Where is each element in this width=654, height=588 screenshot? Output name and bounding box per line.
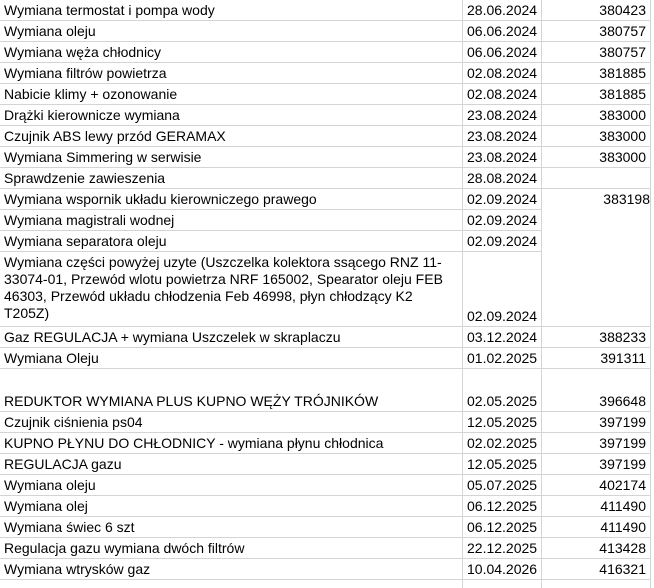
description-text: Wymiana oleju [4,477,96,493]
table-row [0,454,654,475]
description-text: Regulacja gazu wymiana dwóch filtrów [4,540,245,556]
mileage-text: 383198 [603,191,650,207]
description-text: Wymiana magistrali wodnej [4,212,175,228]
date-text: 02.08.2024 [467,65,538,81]
table-row [0,327,654,348]
mileage-cell[interactable] [541,475,650,496]
description-cell[interactable] [0,348,462,369]
date-cell[interactable] [462,21,541,42]
date-text: 22.12.2025 [467,540,538,556]
date-cell[interactable] [462,517,541,538]
mileage-text: 397199 [599,435,646,451]
table-row [0,0,654,21]
date-cell[interactable] [462,559,541,580]
date-cell[interactable] [462,126,541,147]
date-cell[interactable] [462,84,541,105]
date-cell[interactable] [462,189,541,210]
mileage-text: 396648 [599,393,646,409]
description-cell[interactable] [0,496,462,517]
mileage-cell[interactable] [541,369,650,412]
table-row [0,496,654,517]
description-cell[interactable] [0,105,462,126]
mileage-text: 383000 [599,149,646,165]
mileage-cell[interactable] [541,496,650,517]
table-row [0,105,654,126]
date-cell[interactable] [462,369,541,412]
date-text: 02.09.2024 [467,212,538,228]
date-cell[interactable] [462,327,541,348]
date-text: 02.09.2024 [467,308,538,324]
table-row [0,475,654,496]
mileage-cell[interactable] [541,126,650,147]
date-text: 02.05.2025 [467,393,538,409]
description-text: Czujnik ciśnienia ps04 [4,414,143,430]
mileage-text: 380757 [599,23,646,39]
table-row [0,348,654,369]
table-row [0,21,654,42]
mileage-cell[interactable] [541,454,650,475]
mileage-text: 380757 [599,44,646,60]
mileage-cell[interactable] [541,168,650,189]
date-text: 06.12.2025 [467,519,538,535]
description-cell[interactable] [0,21,462,42]
description-text: Wymiana separatora oleju [4,233,167,249]
date-cell[interactable] [462,105,541,126]
description-cell[interactable] [0,252,462,327]
date-cell[interactable] [462,231,541,252]
mileage-cell-merged[interactable] [541,189,650,327]
date-text: 06.06.2024 [467,44,538,60]
description-text: REGULACJA gazu [4,456,122,472]
date-text: 23.08.2024 [467,128,538,144]
date-cell[interactable] [462,168,541,189]
date-cell[interactable] [462,63,541,84]
description-text: Wymiana Simmering w serwisie [4,149,202,165]
mileage-cell[interactable] [541,21,650,42]
description-text: Wymiana oleju [4,23,96,39]
mileage-cell[interactable] [541,538,650,559]
date-text: 23.08.2024 [467,149,538,165]
mileage-cell[interactable] [541,517,650,538]
table-row [0,433,654,454]
description-text: Czujnik ABS lewy przód GERAMAX [4,128,226,144]
description-text: KUPNO PŁYNU DO CHŁODNICY - wymiana płynu chłodnica [4,435,384,451]
mileage-cell[interactable] [541,0,650,21]
description-text: Wymiana świec 6 szt [4,519,135,535]
mileage-text: 416321 [599,561,646,577]
date-text: 02.09.2024 [467,191,538,207]
description-text: Sprawdzenie zawieszenia [4,170,166,186]
date-text: 06.06.2024 [467,23,538,39]
date-text: 28.06.2024 [467,2,538,18]
table-row [0,84,654,105]
date-text: 02.09.2024 [467,233,538,249]
mileage-cell[interactable] [541,105,650,126]
description-text: Drążki kierownicze wymiana [4,107,180,123]
date-text: 23.08.2024 [467,107,538,123]
table-row [0,517,654,538]
mileage-cell[interactable] [541,559,650,580]
mileage-text: 397199 [599,456,646,472]
date-text: 02.08.2024 [467,86,538,102]
description-text: Wymiana termostat i pompa wody [4,2,215,18]
table-row [0,538,654,559]
description-cell[interactable] [0,210,462,231]
description-cell[interactable] [0,517,462,538]
mileage-text: 383000 [599,128,646,144]
description-cell[interactable] [0,538,462,559]
mileage-text: 388233 [599,329,646,345]
description-cell[interactable] [0,327,462,348]
mileage-text: 381885 [599,86,646,102]
description-cell[interactable] [0,147,462,168]
table-row [0,412,654,433]
date-text: 12.05.2025 [467,414,538,430]
description-cell[interactable] [0,412,462,433]
date-text: 12.05.2025 [467,456,538,472]
mileage-text: 402174 [599,477,646,493]
date-cell[interactable] [462,412,541,433]
description-cell[interactable] [0,559,462,580]
date-cell[interactable] [462,42,541,63]
date-cell[interactable] [462,147,541,168]
mileage-text: 413428 [599,540,646,556]
date-text: 06.12.2025 [467,498,538,514]
description-cell[interactable] [0,454,462,475]
description-cell[interactable] [0,0,462,21]
mileage-cell[interactable] [541,84,650,105]
description-cell[interactable] [0,42,462,63]
description-text: Wymiana olej [4,498,88,514]
date-cell[interactable] [462,496,541,517]
date-cell[interactable] [462,210,541,231]
table-row [0,42,654,63]
description-text: Nabicie klimy + ozonowanie [4,86,178,102]
description-cell[interactable] [0,63,462,84]
description-text: Wymiana węża chłodnicy [4,44,162,60]
mileage-cell[interactable] [541,147,650,168]
description-text: Gaz REGULACJA + wymiana Uszczelek w skraplaczu [4,329,341,345]
description-text: Wymiana wspornik układu kierowniczego prawego [4,191,317,207]
table-row [0,559,654,580]
mileage-text: 397199 [599,414,646,430]
date-text: 05.07.2025 [467,477,538,493]
table-row [0,63,654,84]
description-cell[interactable] [0,369,462,412]
description-cell[interactable] [0,126,462,147]
mileage-cell[interactable] [541,327,650,348]
date-cell[interactable] [462,475,541,496]
description-cell[interactable] [0,433,462,454]
date-cell[interactable] [462,348,541,369]
mileage-text: 411490 [600,498,646,514]
mileage-cell[interactable] [541,433,650,454]
mileage-text: 411490 [600,519,646,535]
mileage-cell[interactable] [541,42,650,63]
mileage-cell[interactable] [541,348,650,369]
table-row [0,168,654,189]
description-cell[interactable] [0,231,462,252]
date-text: 28.08.2024 [467,170,538,186]
description-text: Wymiana Oleju [4,350,99,366]
mileage-text: 391311 [600,350,646,366]
date-cell[interactable] [462,454,541,475]
mileage-cell[interactable] [541,412,650,433]
mileage-text: 383000 [599,107,646,123]
date-cell[interactable] [462,252,541,327]
mileage-text: 380423 [599,2,646,18]
description-text: REDUKTOR WYMIANA PLUS KUPNO WĘŻY TRÓJNIKÓW [4,393,379,409]
description-text: Wymiana filtrów powietrza [4,65,167,81]
date-cell[interactable] [462,0,541,21]
description-cell[interactable] [0,84,462,105]
date-text: 02.02.2025 [467,435,538,451]
date-text: 01.02.2025 [467,350,538,366]
mileage-cell[interactable] [541,63,650,84]
mileage-text: 381885 [599,65,646,81]
description-cell[interactable] [0,189,462,210]
description-cell[interactable] [0,475,462,496]
description-text: Wymiana części powyżej uzyte (Uszczelka kolektora ssącego RNZ 11-33074-01, Przewód wlotu powietrza NRF 165002, Spearator oleju FEB 46303, Przewód układu chłodzenia Feb 46998, płyn chłodzący K2 T205Z) [4,254,443,321]
table-row [0,126,654,147]
table-row [0,147,654,168]
date-cell[interactable] [462,433,541,454]
date-text: 03.12.2024 [467,329,538,345]
description-cell[interactable] [0,168,462,189]
date-cell[interactable] [462,538,541,559]
table-row [0,369,654,412]
description-text: Wymiana wtrysków gaz [4,561,151,577]
date-text: 10.04.2026 [467,561,538,577]
